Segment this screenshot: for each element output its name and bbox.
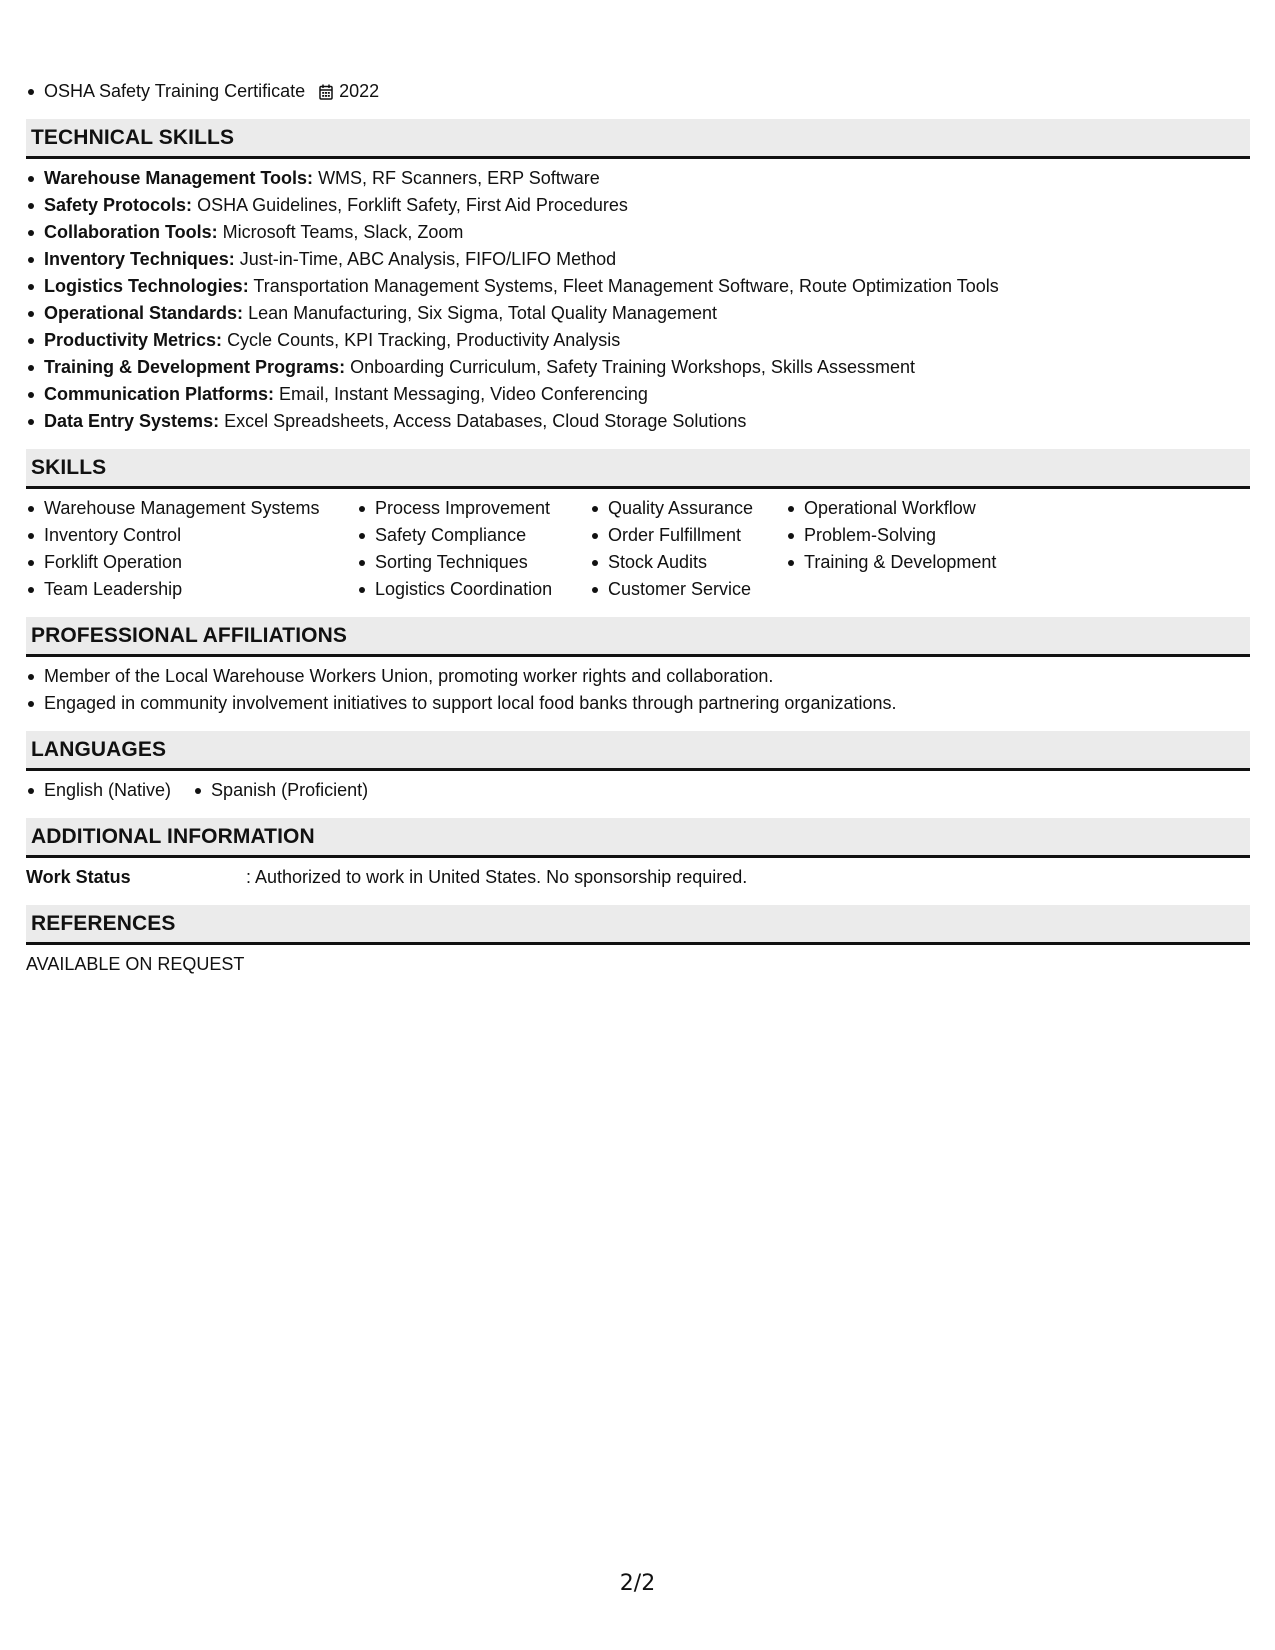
skill-item: Problem-Solving: [786, 522, 1046, 549]
skill-item: Sorting Techniques: [357, 549, 590, 576]
references-header: [26, 905, 1250, 945]
skill-category: Logistics Technologies:: [44, 276, 249, 296]
skill-values: Lean Manufacturing, Six Sigma, Total Quality Management: [248, 303, 717, 323]
language-item: Spanish (Proficient): [193, 777, 368, 804]
section-title: ADDITIONAL INFORMATION: [31, 825, 315, 848]
skill-item: Stock Audits: [590, 549, 786, 576]
languages-list: [26, 777, 1250, 804]
section-title: TECHNICAL SKILLS: [31, 126, 235, 149]
skill-values: Email, Instant Messaging, Video Conferencing: [279, 384, 648, 404]
technical-skill-item: [26, 381, 1250, 408]
resume-page: [26, 78, 1250, 978]
affiliations-header: [26, 617, 1250, 657]
technical-skill-item: [26, 300, 1250, 327]
affiliations-list: [26, 663, 1250, 717]
affiliation-item: Member of the Local Warehouse Workers Union, promoting worker rights and collaboration.: [26, 663, 1250, 690]
languages-header: [26, 731, 1250, 771]
skill-item: Order Fulfillment: [590, 522, 786, 549]
skill-category: Data Entry Systems:: [44, 411, 220, 431]
skill-category: Operational Standards:: [44, 303, 244, 323]
skill-item: Quality Assurance: [590, 495, 786, 522]
skill-category: Inventory Techniques:: [44, 249, 235, 269]
skill-values: Cycle Counts, KPI Tracking, Productivity Analysis: [227, 330, 621, 350]
skill-values: Just-in-Time, ABC Analysis, FIFO/LIFO Method: [239, 249, 617, 269]
technical-skills-header: [26, 119, 1250, 159]
skill-item: Training & Development: [786, 549, 1046, 576]
technical-skill-item: [26, 408, 1250, 435]
skill-values: OSHA Guidelines, Forklift Safety, First Aid Procedures: [197, 195, 628, 215]
section-title: SKILLS: [31, 456, 107, 479]
skill-values: Transportation Management Systems, Fleet Management Software, Route Optimization Tools: [253, 276, 999, 296]
skill-category: Safety Protocols:: [44, 195, 193, 215]
skill-category: Training & Development Programs:: [44, 357, 346, 377]
section-title: REFERENCES: [31, 912, 176, 935]
work-status-label: Work Status: [26, 867, 131, 887]
calendar-icon: [319, 84, 333, 100]
technical-skill-item: [26, 219, 1250, 246]
certification-name: OSHA Safety Training Certificate: [44, 81, 306, 101]
skills-grid: [26, 495, 1250, 603]
affiliation-item: Engaged in community involvement initiatives to support local food banks through partnering organizations.: [26, 690, 1250, 717]
skill-category: Communication Platforms:: [44, 384, 275, 404]
skill-item: Forklift Operation: [26, 549, 357, 576]
certification-year: 2022: [339, 81, 380, 101]
language-item: English (Native): [26, 777, 171, 804]
section-title: LANGUAGES: [31, 738, 167, 761]
skill-item: Logistics Coordination: [357, 576, 590, 603]
skill-values: WMS, RF Scanners, ERP Software: [318, 168, 600, 188]
certification-list: [26, 78, 1250, 105]
technical-skill-item: [26, 165, 1250, 192]
skill-item: Warehouse Management Systems: [26, 495, 357, 522]
section-title: PROFESSIONAL AFFILIATIONS: [31, 624, 347, 647]
skill-item: Team Leadership: [26, 576, 357, 603]
skill-category: Collaboration Tools:: [44, 222, 218, 242]
skills-column: [357, 495, 590, 603]
skill-item: Inventory Control: [26, 522, 357, 549]
references-text: AVAILABLE ON REQUEST: [26, 954, 245, 974]
technical-skill-item: [26, 246, 1250, 273]
skill-category: Warehouse Management Tools:: [44, 168, 314, 188]
technical-skill-item: [26, 354, 1250, 381]
skill-category: Productivity Metrics:: [44, 330, 223, 350]
skills-header: [26, 449, 1250, 489]
technical-skill-item: [26, 192, 1250, 219]
skills-column: [590, 495, 786, 603]
skills-column: [786, 495, 1046, 603]
skill-values: Onboarding Curriculum, Safety Training Workshops, Skills Assessment: [350, 357, 915, 377]
skill-item: Safety Compliance: [357, 522, 590, 549]
page-number: 2/2: [619, 1571, 656, 1596]
skill-values: Microsoft Teams, Slack, Zoom: [222, 222, 464, 242]
certification-item: [26, 78, 1250, 105]
skills-column: [26, 495, 357, 603]
skill-item: Operational Workflow: [786, 495, 1046, 522]
skill-item: Process Improvement: [357, 495, 590, 522]
skill-item: Customer Service: [590, 576, 786, 603]
skill-values: Excel Spreadsheets, Access Databases, Cloud Storage Solutions: [224, 411, 747, 431]
technical-skills-list: [26, 165, 1250, 435]
work-status-row: [26, 864, 1250, 891]
additional-info-header: [26, 818, 1250, 858]
work-status-value: : Authorized to work in United States. No sponsorship required.: [246, 867, 748, 887]
technical-skill-item: [26, 327, 1250, 354]
technical-skill-item: [26, 273, 1250, 300]
